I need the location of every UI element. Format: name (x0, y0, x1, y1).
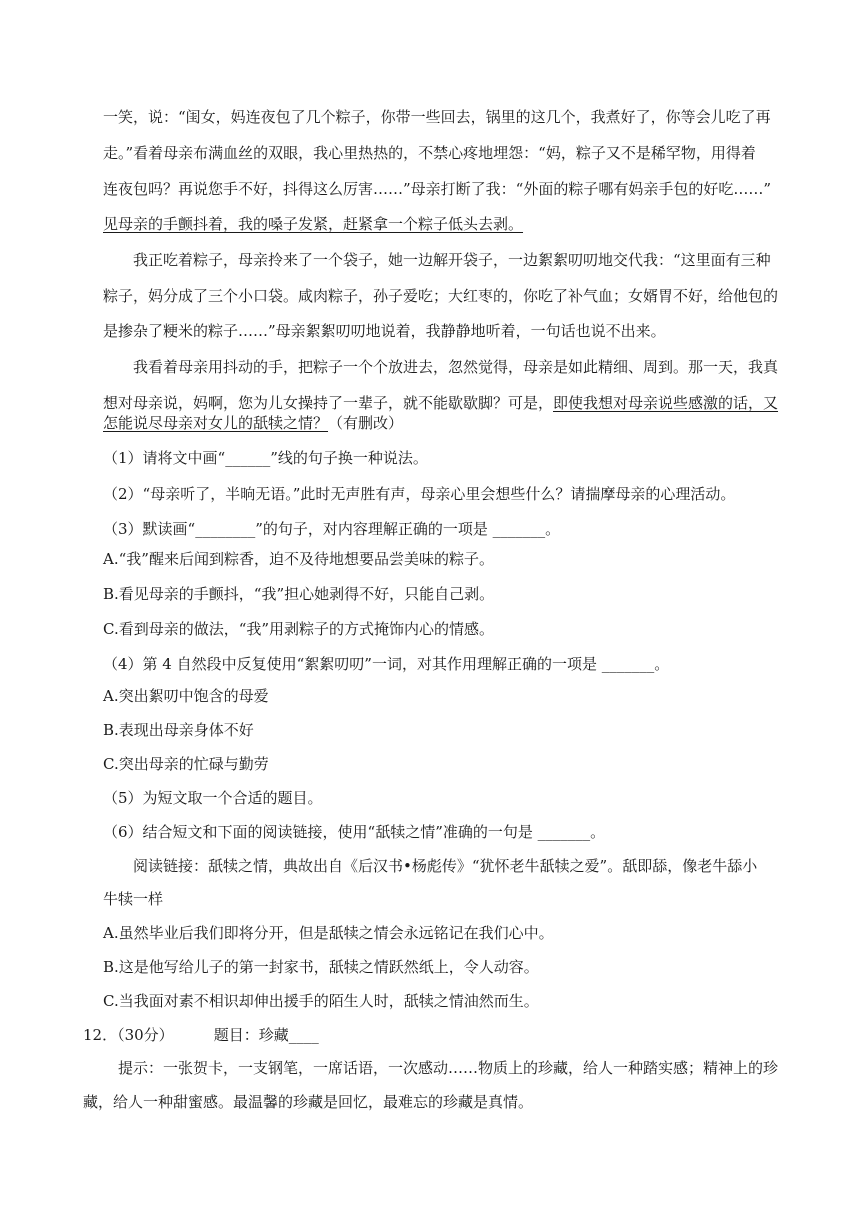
passage-line (0, 413, 860, 433)
essay-hint: 提示：一张贺卡，一支钢笔，一席话语，一次感动……物质上的珍藏，给人一种踏实感；精神上的珍 (118, 1059, 779, 1077)
option-b: B.这是他写给儿子的第一封家书，舐犊之情跃然纸上，令人动容。 (103, 958, 539, 976)
edit-note: （有删改） (328, 414, 404, 432)
option-c: C.看到母亲的做法，“我”用剥粽子的方式掩饰内心的情感。 (103, 620, 495, 638)
option-b: B.看见母亲的手颤抖，“我”担心她剥得不好，只能自己剥。 (103, 585, 495, 603)
passage-line: 一笑，说：“闺女，妈连夜包了几个粽子，你带一些回去，锅里的这几个，我煮好了，你等会儿吃了再 (103, 108, 771, 126)
question-12-header (0, 1025, 860, 1045)
essay-title: 题目：珍藏____ (213, 1026, 319, 1044)
passage-line-underlined: 见母亲的手颤抖着，我的嗓子发紧，赶紧拿一个粽子低头去剥。 (103, 215, 524, 233)
question-5: （5）为短文取一个合适的题目。 (103, 789, 323, 807)
reading-link: 阅读链接：舐犊之情，典故出自《后汉书•杨彪传》“犹怀老牛舐犊之爱”。舐即舔，像老牛舔小 (133, 857, 758, 875)
passage-line: 粽子，妈分成了三个小口袋。咸肉粽子，孙子爱吃；大红枣的，你吃了补气血；女婿胃不好，给他包的 (103, 287, 779, 305)
option-a: A.虽然毕业后我们即将分开，但是舐犊之情会永远铭记在我们心中。 (103, 924, 554, 942)
passage-line: 连夜包吗？再说您手不好，抖得这么厉害……”母亲打断了我：“外面的粽子哪有妈亲手包的好吃……” (103, 180, 772, 198)
passage-line: 我看着母亲用抖动的手，把粽子一个个放进去，忽然觉得，母亲是如此精细、周到。那一天，我真 (133, 358, 779, 376)
passage-line: 是掺杂了粳米的粽子……”母亲絮絮叨叨地说着，我静静地听着，一句话也说不出来。 (103, 322, 666, 340)
passage-line: 我正吃着粽子，母亲拎来了一个袋子，她一边解开袋子，一边絮絮叨叨地交代我：“这里面有三种 (133, 251, 771, 269)
option-c: C.突出母亲的忙碌与勤劳 (103, 755, 269, 773)
question-4: （4）第 4 自然段中反复使用“絮絮叨叨”一词，对其作用理解正确的一项是 _______。 (103, 655, 670, 673)
passage-line: 走。”看着母亲布满血丝的双眼，我心里热热的，不禁心疼地埋怨：“妈，粽子又不是稀罕物，用得着 (103, 144, 756, 162)
option-a: A.“我”醒来后闻到粽香，迫不及待地想要品尝美味的粽子。 (103, 550, 494, 568)
question-number: 12．（30分） (83, 1026, 174, 1044)
essay-hint: 藏，给人一种甜蜜感。最温馨的珍藏是回忆，最难忘的珍藏是真情。 (83, 1093, 534, 1111)
question-3: （3）默读画“________”的句子，对内容理解正确的一项是 _______。 (103, 520, 561, 538)
question-1: （1）请将文中画“______”线的句子换一种说法。 (103, 449, 428, 467)
reading-link: 牛犊一样 (103, 890, 164, 908)
passage-text: 想对母亲说，妈啊，您为儿女操持了一辈子，就不能歇歇脚？可是， (103, 394, 554, 412)
question-6: （6）结合短文和下面的阅读链接，使用“舐犊之情”准确的一句是 _______。 (103, 823, 606, 841)
option-a: A.突出絮叨中饱含的母爱 (103, 687, 269, 705)
passage-line (0, 393, 860, 413)
underlined-sentence: 即使我想对母亲说些感激的话，又 (553, 394, 779, 412)
option-b: B.表现出母亲身体不好 (103, 721, 254, 739)
option-c: C.当我面对素不相识却伸出援手的陌生人时，舐犊之情油然而生。 (103, 992, 539, 1010)
underlined-sentence: 怎能说尽母亲对女儿的舐犊之情？ (103, 414, 329, 432)
question-2: （2）“母亲听了，半晌无语。”此时无声胜有声，母亲心里会想些什么？请揣摩母亲的心理活动。 (103, 485, 736, 503)
